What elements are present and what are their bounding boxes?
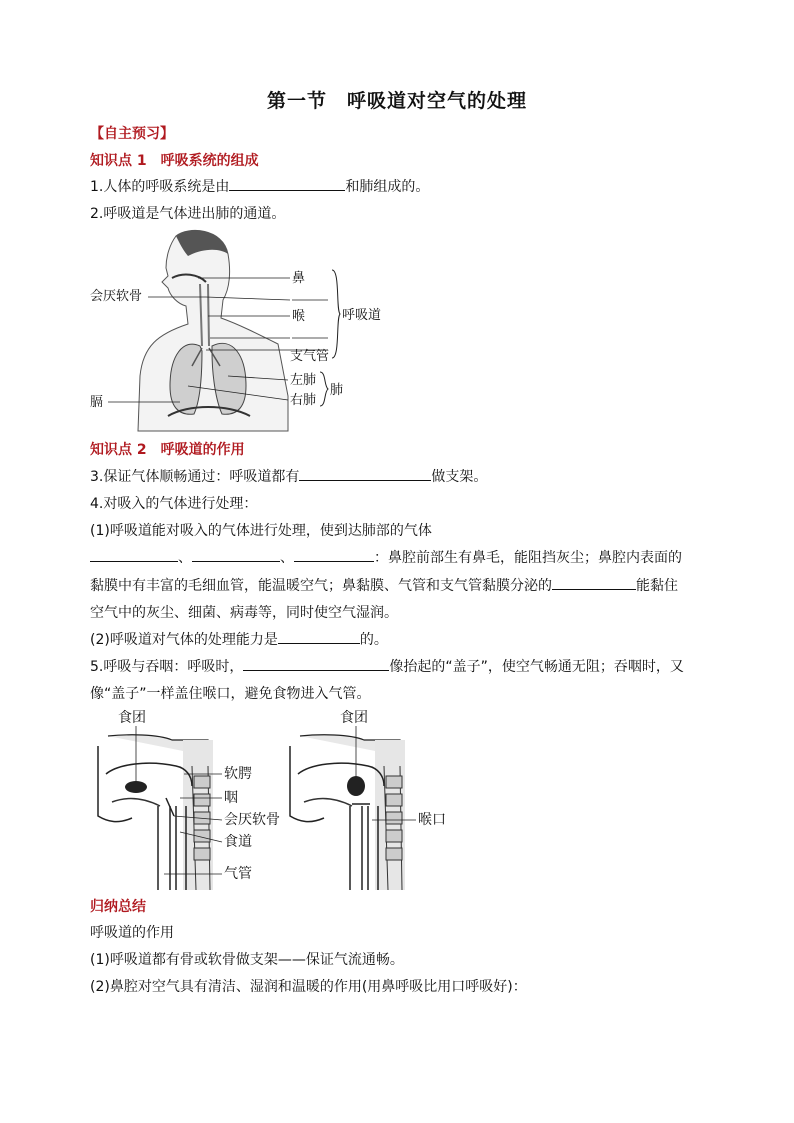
q4-text-c: 黏膜中有丰富的毛细血管，能温暖空气；鼻黏膜、气管和支气管黏膜分泌的 <box>90 578 552 594</box>
breathing-swallowing-figure <box>88 706 468 892</box>
question-4: 4.对吸入的气体进行处理： <box>90 496 258 512</box>
q1-blank[interactable] <box>229 176 345 191</box>
resp-tract-brace <box>332 270 340 358</box>
question-2: 2.呼吸道是气体进出肺的通道。 <box>90 206 286 222</box>
question-1 <box>90 176 429 196</box>
q5-text-a: 5.呼吸与吞咽：呼吸时， <box>90 659 244 675</box>
page-title: 第一节 呼吸道对空气的处理 <box>266 90 527 112</box>
question-4-1: (1)呼吸道能对吸入的气体进行处理，使到达肺部的气体 <box>90 523 432 539</box>
label-food-left: 食团 <box>118 710 146 726</box>
label-food-right: 食团 <box>340 710 368 726</box>
label-lung: 肺 <box>330 383 344 398</box>
q3-text-a: 3.保证气体顺畅通过：呼吸道都有 <box>90 469 300 485</box>
label-nose: 鼻 <box>292 271 306 286</box>
q4-blank-1[interactable] <box>90 547 178 562</box>
q4-2-blank[interactable] <box>278 629 360 644</box>
label-bronchi: 支气管 <box>290 349 330 364</box>
q3-blank[interactable] <box>299 466 431 481</box>
question-5-line2: 像“盖子”一样盖住喉口，避免食物进入气管。 <box>90 686 371 702</box>
label-right-lung: 右肺 <box>290 393 317 408</box>
lung-brace <box>320 372 328 406</box>
label-trachea: 气管 <box>224 866 252 882</box>
q5-text-b: 像抬起的“盖子”，使空气畅通无阻；吞咽时，又 <box>389 659 684 675</box>
q4-sep-2: 、 <box>280 550 294 566</box>
summary-line-3: (2)鼻腔对空气具有清洁、湿润和温暖的作用(用鼻呼吸比用口呼吸好)： <box>90 979 527 995</box>
q4-blank-4[interactable] <box>552 575 636 590</box>
q1-text-b: 和肺组成的。 <box>345 179 430 195</box>
q4-blank-3[interactable] <box>294 547 374 562</box>
question-4-2 <box>90 629 388 649</box>
label-pharynx: 咽 <box>224 790 238 806</box>
summary-line-2: (1)呼吸道都有骨或软骨做支架——保证气流通畅。 <box>90 952 404 968</box>
breathing-diagram <box>98 726 222 890</box>
q5-blank[interactable] <box>243 656 389 671</box>
respiratory-system-figure <box>88 226 408 436</box>
section-preview-heading: 【自主预习】 <box>90 126 174 142</box>
question-4-1-line2 <box>90 547 682 567</box>
head-outline <box>138 230 288 431</box>
label-larynx-opening: 喉口 <box>418 812 446 828</box>
q4-2-text-b: 的。 <box>359 632 388 648</box>
question-4-1-line4: 空气中的灰尘、细菌、病毒等，同时使空气湿润。 <box>90 605 398 621</box>
question-5 <box>90 656 684 676</box>
q4-blank-2[interactable] <box>192 547 280 562</box>
label-esophagus: 食道 <box>224 834 252 850</box>
q4-2-text-a: (2)呼吸道对气体的处理能力是 <box>90 632 278 648</box>
question-4-1-line3 <box>90 575 678 595</box>
label-soft-palate: 软腭 <box>224 766 252 782</box>
q4-text-d: 能黏住 <box>636 578 678 594</box>
swallowing-diagram <box>290 726 416 890</box>
q3-text-b: 做支架。 <box>431 469 488 485</box>
label-epiglottis-2: 会厌软骨 <box>224 812 280 828</box>
q4-text-b: ：鼻腔前部生有鼻毛，能阻挡灰尘；鼻腔内表面的 <box>374 550 682 566</box>
label-diaphragm: 膈 <box>90 395 104 410</box>
label-resp-tract: 呼吸道 <box>342 308 382 323</box>
label-epiglottis: 会厌软骨 <box>90 289 143 304</box>
label-larynx: 喉 <box>292 309 306 324</box>
summary-heading: 归纳总结 <box>90 899 146 915</box>
kp2-heading: 知识点 2 呼吸道的作用 <box>90 442 245 458</box>
kp1-heading: 知识点 1 呼吸系统的组成 <box>90 153 259 169</box>
question-3 <box>90 466 487 486</box>
label-left-lung: 左肺 <box>290 373 317 388</box>
q4-sep-1: 、 <box>178 550 192 566</box>
q1-text-a: 1.人体的呼吸系统是由 <box>90 179 230 195</box>
summary-line-1: 呼吸道的作用 <box>90 925 174 941</box>
